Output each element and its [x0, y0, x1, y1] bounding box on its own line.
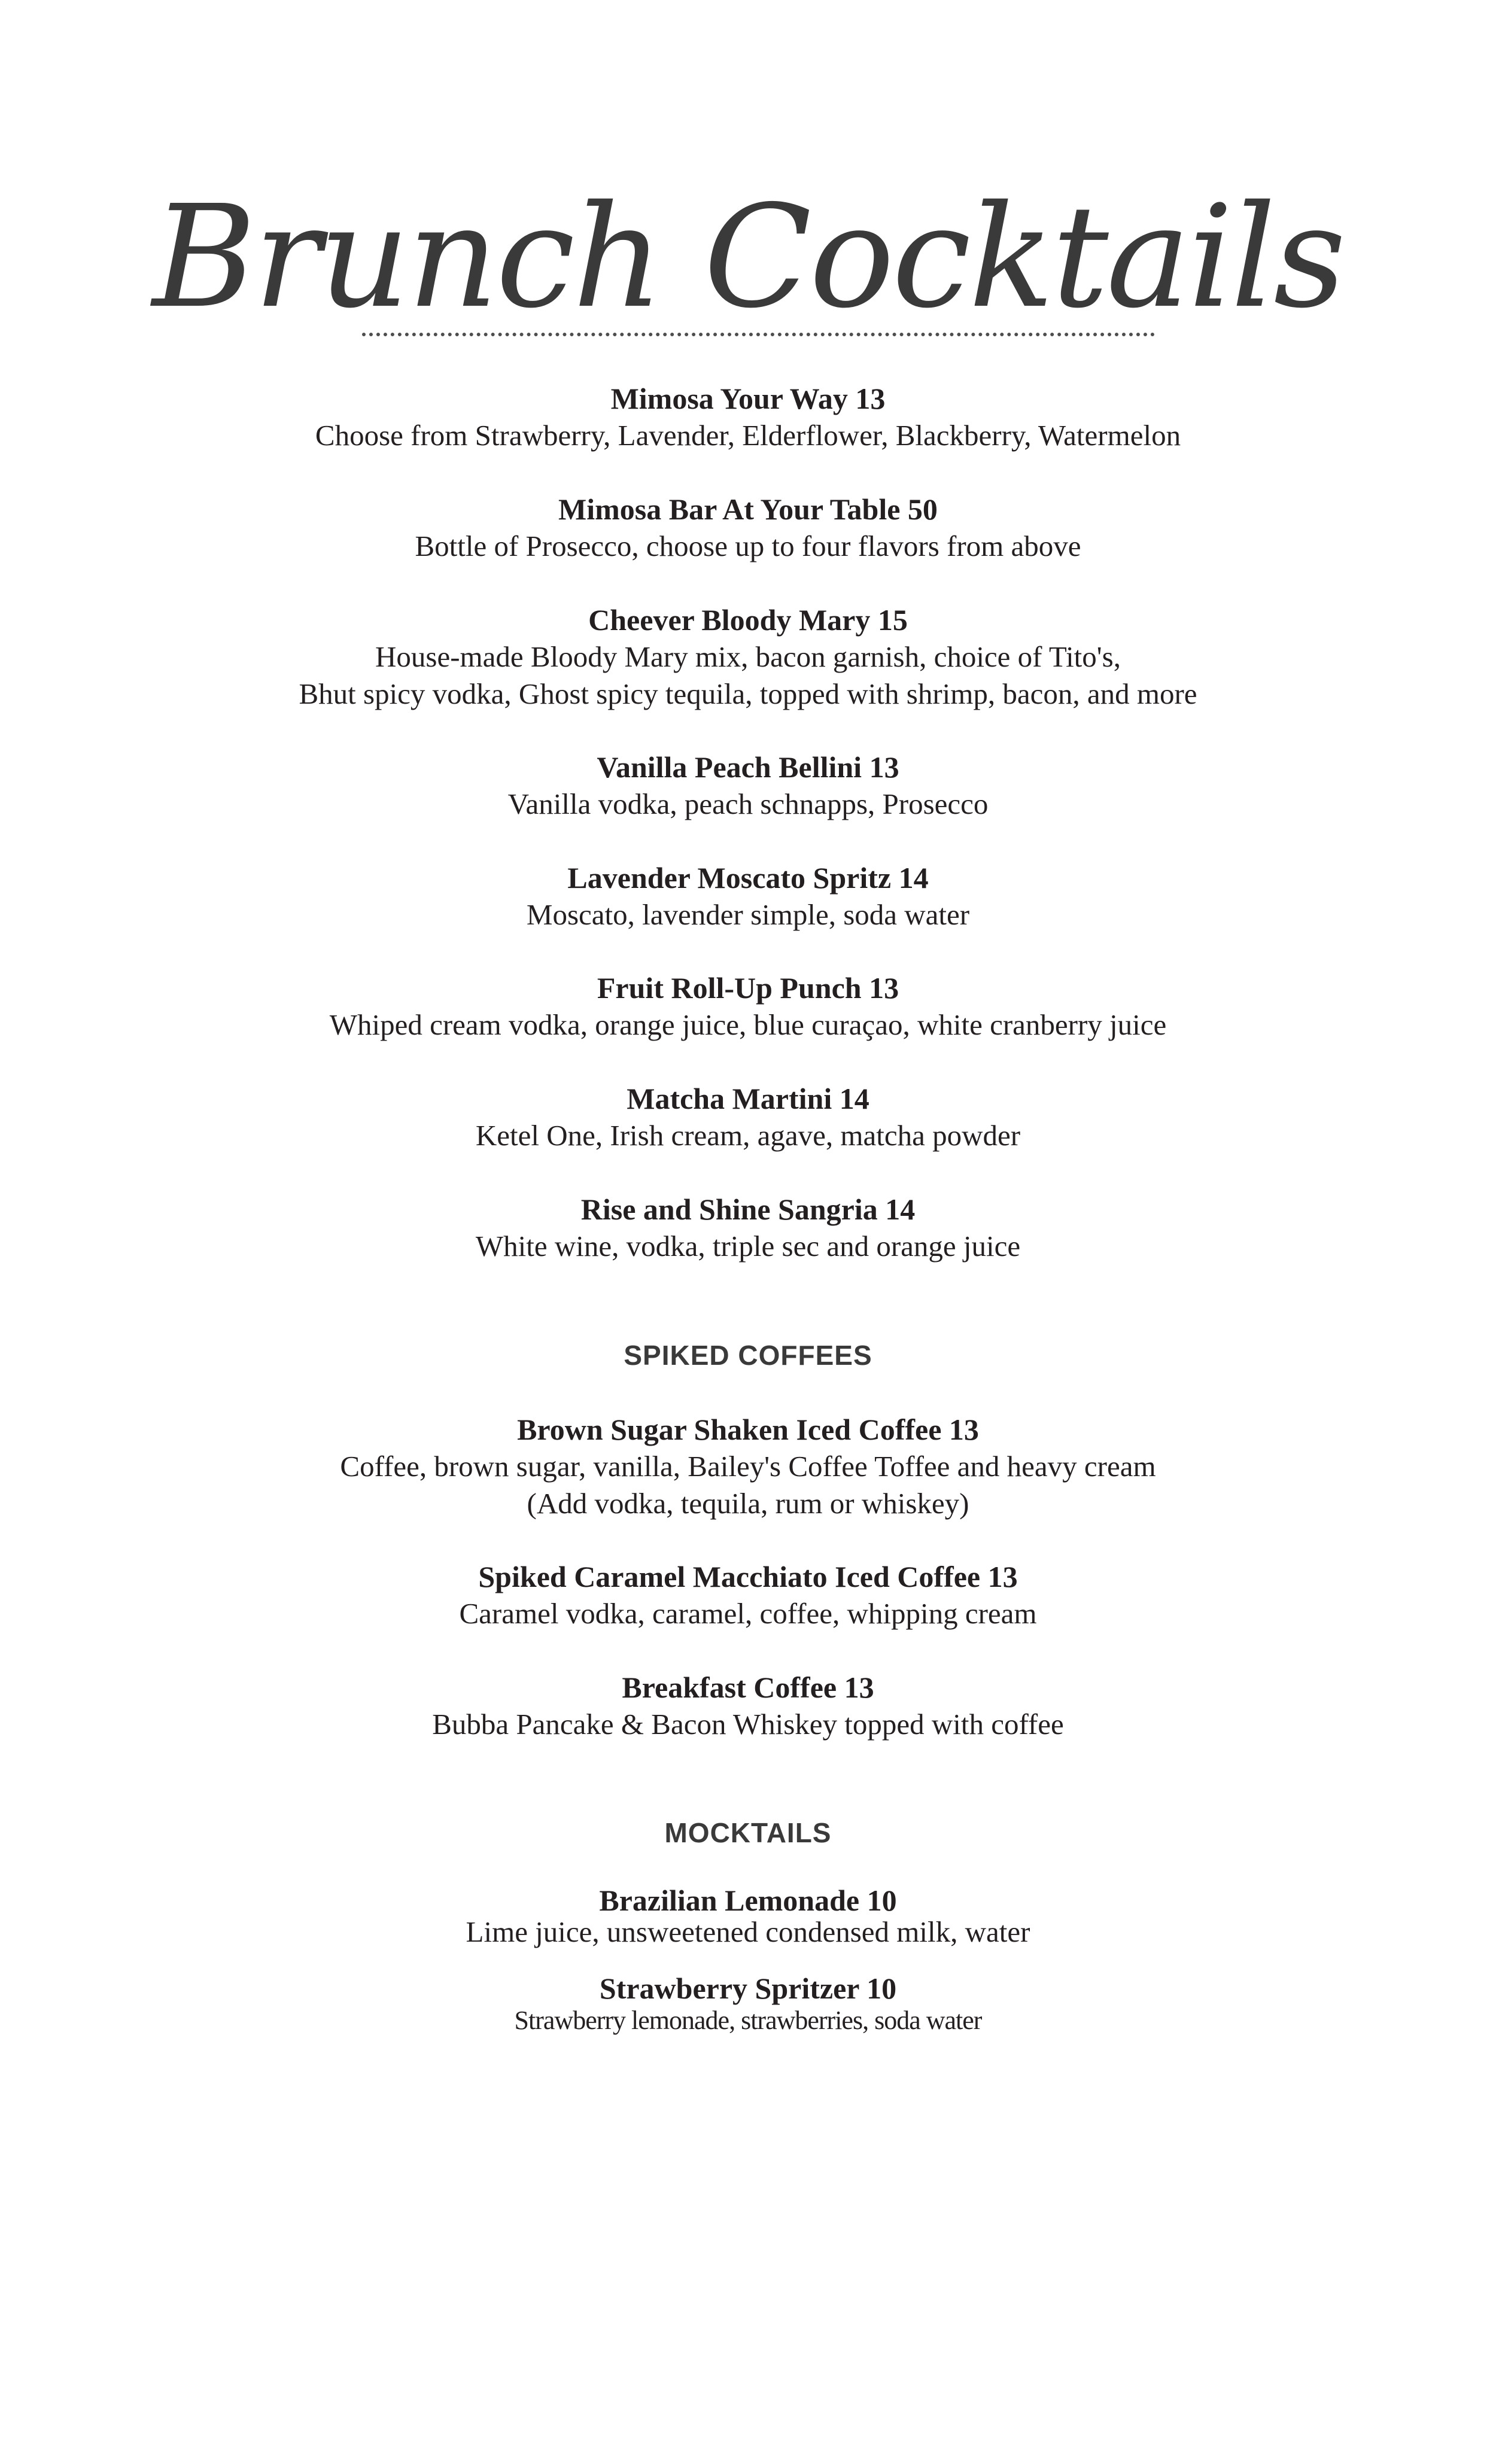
item-description: House-made Bloody Mary mix, bacon garnish, choice of Tito's, — [375, 640, 1121, 673]
menu-item — [0, 859, 1496, 933]
item-name: Vanilla Peach Bellini 13 — [597, 750, 899, 784]
item-description: Vanilla vodka, peach schnapps, Prosecco — [507, 787, 989, 820]
item-name: Brown Sugar Shaken Iced Coffee 13 — [517, 1413, 979, 1446]
menu-item — [0, 1972, 1496, 2037]
menu-item — [0, 1411, 1496, 1522]
item-name: Matcha Martini 14 — [627, 1082, 869, 1115]
menu-item — [0, 1884, 1496, 1947]
item-description: Strawberry lemonade, strawberries, soda water — [514, 2006, 982, 2035]
item-name: Spiked Caramel Macchiato Iced Coffee 13 — [478, 1560, 1018, 1593]
item-name: Rise and Shine Sangria 14 — [580, 1193, 916, 1226]
item-name: Strawberry Spritzer 10 — [599, 1972, 897, 2005]
menu-item — [0, 601, 1496, 713]
page-title: Brunch Cocktails — [152, 175, 1344, 339]
menu-item — [0, 380, 1496, 454]
item-name: Breakfast Coffee 13 — [622, 1671, 874, 1704]
section-heading-mocktails: MOCKTAILS — [664, 1817, 832, 1848]
item-description: Caramel vodka, caramel, coffee, whipping cream — [459, 1597, 1037, 1630]
item-name: Brazilian Lemonade 10 — [599, 1884, 897, 1917]
item-description: White wine, vodka, triple sec and orange juice — [475, 1230, 1021, 1263]
menu-item — [0, 1669, 1496, 1743]
section-heading-spiked-coffees: SPIKED COFFEES — [624, 1340, 872, 1371]
item-description: Bubba Pancake & Bacon Whiskey topped with coffee — [432, 1708, 1064, 1741]
item-description: Ketel One, Irish cream, agave, matcha powder — [475, 1119, 1021, 1152]
item-name: Lavender Moscato Spritz 14 — [567, 861, 929, 895]
item-name: Cheever Bloody Mary 15 — [588, 603, 908, 637]
item-description: (Add vodka, tequila, rum or whiskey) — [527, 1487, 969, 1520]
dotted-divider — [362, 333, 1155, 336]
item-description: Bhut spicy vodka, Ghost spicy tequila, topped with shrimp, bacon, and more — [299, 677, 1197, 710]
menu-item — [0, 969, 1496, 1044]
item-name: Mimosa Your Way 13 — [610, 382, 886, 415]
item-name: Mimosa Bar At Your Table 50 — [558, 492, 938, 526]
menu-item — [0, 1191, 1496, 1265]
item-description: Coffee, brown sugar, vanilla, Bailey's Coffee Toffee and heavy cream — [340, 1450, 1156, 1483]
item-description: Moscato, lavender simple, soda water — [526, 898, 970, 931]
menu-item — [0, 491, 1496, 565]
item-description: Lime juice, unsweetened condensed milk, water — [466, 1915, 1030, 1948]
item-name: Fruit Roll-Up Punch 13 — [597, 971, 899, 1005]
item-description: Bottle of Prosecco, choose up to four flavors from above — [415, 530, 1081, 562]
item-description: Whiped cream vodka, orange juice, blue curaçao, white cranberry juice — [329, 1008, 1167, 1041]
menu-item — [0, 1558, 1496, 1632]
item-description: Choose from Strawberry, Lavender, Elderflower, Blackberry, Watermelon — [315, 419, 1181, 452]
menu-item — [0, 1080, 1496, 1154]
menu-item — [0, 749, 1496, 823]
